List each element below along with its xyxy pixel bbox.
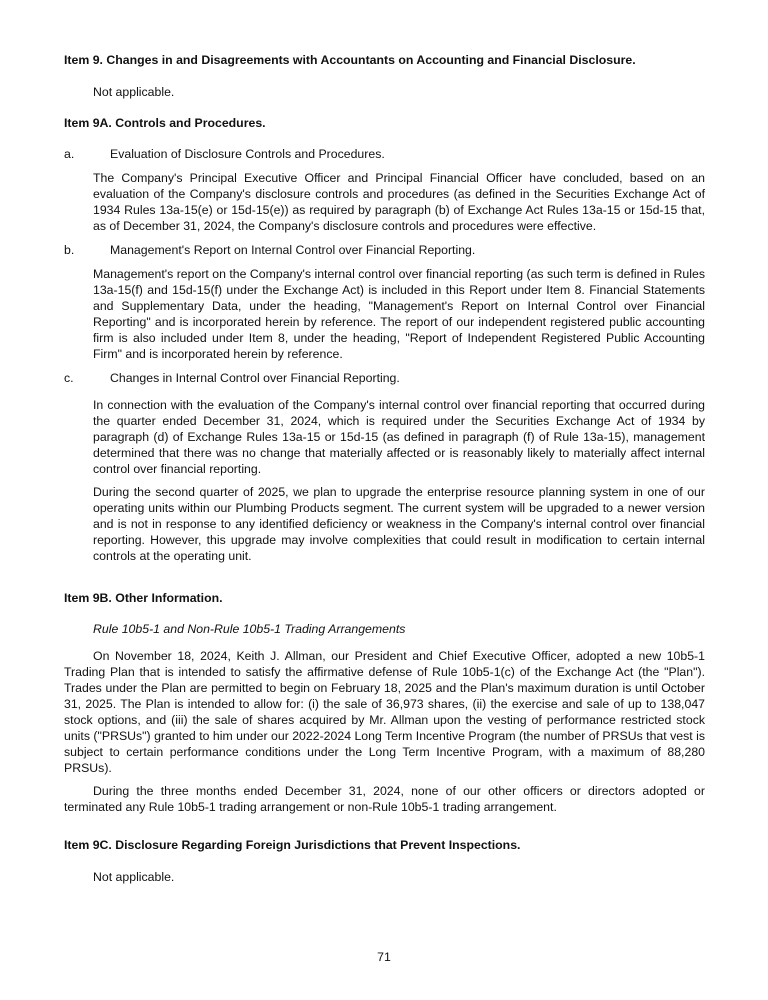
item-9c-body: Not applicable.: [93, 870, 175, 884]
section-a-marker: a.: [64, 147, 75, 161]
section-a-paragraph: The Company's Principal Executive Officer and Principal Financial Officer have concluded, based on an evaluation of the Company's disclosure controls and procedures (as defined in the Securities Exchange Act of 1934 Rules 13a-15(e) or 15d-15(e)) as required by paragraph (b) of Exchange Act Rules 13a-15 or 15d-15 that, as of December 31, 2024, the Company's disclosure controls and procedures were effective.: [93, 171, 705, 233]
section-c-marker: c.: [64, 371, 74, 385]
item-9b-paragraph-2: During the three months ended December 31, 2024, none of our other officers or directors adopted or terminated any Rule 10b5-1 trading arrangement or non-Rule 10b5-1 trading arrangement.: [64, 784, 705, 814]
section-b-paragraph: Management's report on the Company's internal control over financial reporting (as such term is defined in Rules 13a-15(f) and 15d-15(f) under the Exchange Act) is included in this Report under Item 8. Financial Statements and Supplementary Data, under the heading, "Management's Report on Internal Control over Financial Reporting" and is incorporated herein by reference. The report of our independent registered public accounting firm is also included under Item 8, under the heading, "Report of Independent Registered Public Accounting Firm" and is incorporated herein by reference.: [93, 267, 705, 361]
item-9b-paragraph-1: On November 18, 2024, Keith J. Allman, our President and Chief Executive Officer, adopted a new 10b5-1 Trading Plan that is intended to satisfy the affirmative defense of Rule 10b5-1(c) of the Exchange Act (the "Plan"). Trades under the Plan are permitted to begin on February 18, 2025 and the Plan's maximum duration is until October 31, 2025. The Plan is intended to allow for: (i) the sale of 36,973 shares, (ii) the exercise and sale of up to 138,047 stock options, and (iii) the sale of shares acquired by Mr. Allman upon the vesting of performance restricted stock units ("PRSUs") granted to him under our 2022-2024 Long Term Incentive Program (the number of PRSUs that vest is subject to certain performance conditions under the Long Term Incentive Program, with a maximum of 88,280 PRSUs).: [64, 649, 705, 775]
section-b-title: Management's Report on Internal Control over Financial Reporting.: [110, 243, 476, 257]
section-c-paragraph-1: In connection with the evaluation of the Company's internal control over financial reporting that occurred during the quarter ended December 31, 2024, which is required under the Securities Exchange Act of 1934 by paragraph (d) of Exchange Rules 13a-15 or 15d-15 (as defined in paragraph (f) of Rule 13a-15), management determined that there was no change that materially affected or is reasonably likely to materially affect internal control over financial reporting.: [93, 398, 705, 476]
section-b-marker: b.: [64, 243, 75, 257]
page-number: 71: [377, 950, 391, 964]
item-9b-heading: Item 9B. Other Information.: [64, 591, 223, 605]
section-a-title: Evaluation of Disclosure Controls and Procedures.: [110, 147, 385, 161]
section-c-paragraph-2: During the second quarter of 2025, we plan to upgrade the enterprise resource planning system in one of our operating units within our Plumbing Products segment. The current system will be upgraded to a newer version and is not in response to any identified deficiency or weakness in the Company's internal control over financial reporting. However, this upgrade may involve complexities that could result in modification to certain internal controls at the operating unit.: [93, 485, 705, 563]
item-9c-heading: Item 9C. Disclosure Regarding Foreign Jurisdictions that Prevent Inspections.: [64, 838, 521, 852]
item-9-heading: Item 9. Changes in and Disagreements with Accountants on Accounting and Financial Disclosure.: [64, 53, 636, 67]
item-9a-heading: Item 9A. Controls and Procedures.: [64, 116, 266, 130]
item-9b-subheading: Rule 10b5-1 and Non-Rule 10b5-1 Trading Arrangements: [93, 622, 406, 636]
item-9-body: Not applicable.: [93, 85, 175, 99]
section-c-title: Changes in Internal Control over Financial Reporting.: [110, 371, 400, 385]
